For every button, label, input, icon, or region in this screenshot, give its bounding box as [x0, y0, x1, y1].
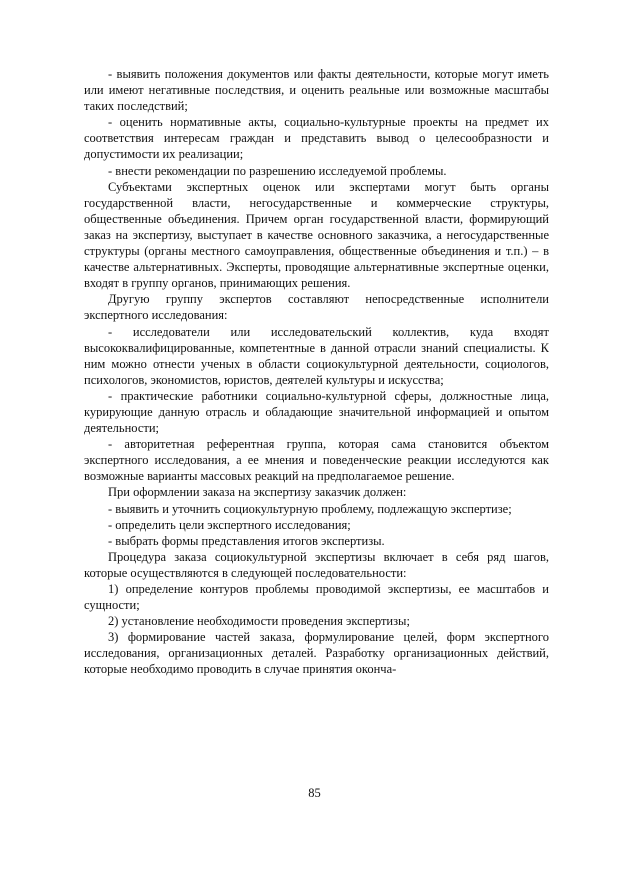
page-body: [84, 66, 549, 678]
paragraph: - выявить и уточнить социокультурную проблему, подлежащую экспертизе;: [108, 501, 512, 516]
paragraph: 3) формирование частей заказа, формулирование целей, форм экспертного исследования, организационных деталей. Разработку организационных действий, которые необходимо проводить в случае принятия оконча-: [84, 630, 549, 677]
paragraph: 2) установление необходимости проведения экспертизы;: [108, 614, 410, 629]
page-number: 85: [308, 786, 321, 800]
paragraph: - выявить положения документов или факты деятельности, которые могут иметь или имеют негативные последствия, и оценить реальные или возможные масштабы таких последствий;: [84, 67, 549, 114]
paragraph: - практические работники социально-культурной сферы, должностные лица, курирующие данную отрасль и обладающие значительной информацией и опытом деятельности;: [84, 388, 549, 436]
paragraph: - внести рекомендации по разрешению исследуемой проблемы.: [108, 163, 447, 178]
paragraph: - авторитетная референтная группа, которая сама становится объектом экспертного исследования, а ее мнения и поведенческие реакции исследуются как возможные варианты массовых реакций на предполагаемое решение.: [84, 437, 549, 484]
paragraph: - исследователи или исследовательский коллектив, куда входят высококвалифицированные, компетентные в данной отрасли знаний специалисты. К ним можно отнести ученых в области социокультурной деятельности, социологов, психологов, экономистов, юристов, деятелей культуры и искусства;: [84, 324, 549, 387]
paragraph: При оформлении заказа на экспертизу заказчик должен:: [108, 485, 407, 500]
paragraph: Процедура заказа социокультурной экспертизы включает в себя ряд шагов, которые осуществляются в следующей последовательности:: [84, 549, 549, 580]
paragraph: Другую группу экспертов составляют непосредственные исполнители экспертного исследования:: [84, 292, 549, 323]
paragraph: 1) определение контуров проблемы проводимой экспертизы, ее масштабов и сущности;: [84, 582, 549, 613]
paragraph: - оценить нормативные акты, социально-культурные проекты на предмет их соответствия интересам граждан и представить вывод о целесообразности и допустимости их реализации;: [84, 115, 549, 162]
paragraph: Субъектами экспертных оценок или экспертами могут быть органы государственной власти, негосударственные и коммерческие структуры, общественные объединения. Причем орган государственной власти, формирующий заказ на экспертизу, выступает в качестве основного заказчика, а негосударственные структуры (органы местного самоуправления, общественные объединения и т.п.) – в качестве альтернативных. Эксперты, проводящие альтернативные экспертные оценки, входят в группу органов, принимающих решения.: [84, 179, 549, 291]
paragraph: - выбрать формы представления итогов экспертизы.: [108, 533, 385, 548]
paragraph: - определить цели экспертного исследования;: [108, 517, 351, 532]
